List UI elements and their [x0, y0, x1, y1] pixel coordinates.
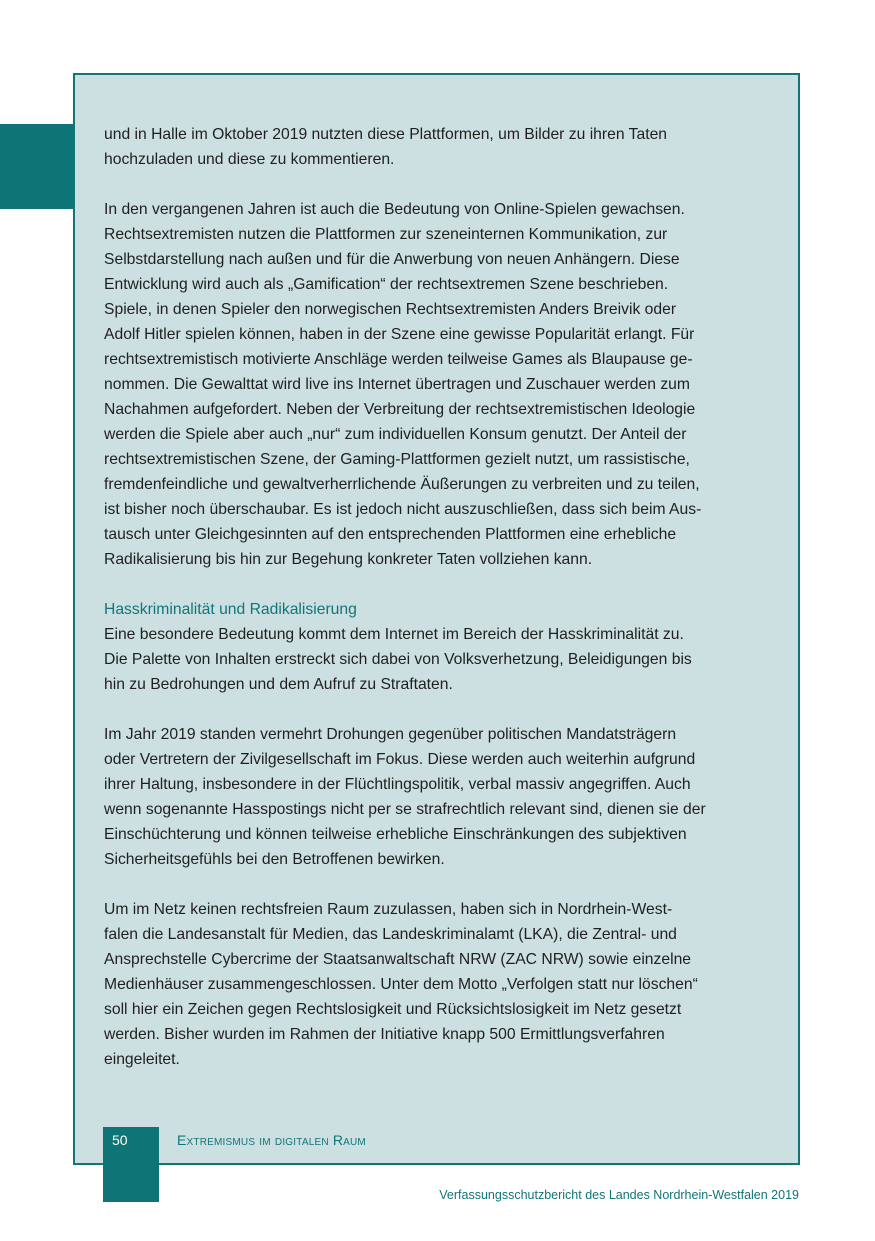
page-number: 50: [112, 1132, 128, 1148]
side-color-tab: [0, 124, 74, 209]
paragraph-online-games: In den vergangenen Jahren ist auch die Bedeutung von Online-Spielen gewachsen. Rechtsextremisten nutzen die Plattformen zur szeneinternen Kommunikation, zur Selbstdarstellung nach außen und für die Anwerbung von neuen Anhängern. Diese Entwicklung wird auch als „Gamification“ der rechtsextremen Szene beschrieben. Spiele, in denen Spieler den norwegischen Rechtsextremisten Anders Breivik oder Adolf Hitler spielen können, haben in der Szene eine gewisse Popularität erlangt. Für rechtsextremistisch motivierte Anschläge werden teilweise Games als Blaupause ge- nommen. Die Gewalttat wird live ins Internet übertragen und Zuschauer werden zum Nachahmen aufgefordert. Neben der Verbreitung der rechtsextremistischen Ideologie werden die Spiele aber auch „nur“ zum individuellen Konsum genutzt. Der Anteil der rechtsextremistischen Szene, der Gaming-Plattformen gezielt nutzt, um rassistische, fremdenfeindliche und gewaltverherrlichende Äußerungen zu verbreiten und zu teilen, ist bisher noch überschaubar. Es ist jedoch nicht auszuschließen, dass sich beim Aus- tausch unter Gleichgesinnten auf den entsprechenden Plattformen eine erhebliche Radikalisierung bis hin zur Begehung konkreter Taten vollziehen kann.: [104, 201, 702, 568]
paragraph-threats-2019: Im Jahr 2019 standen vermehrt Drohungen gegenüber politischen Mandatsträgern oder Vertretern der Zivilgesellschaft im Fokus. Diese werden auch weiterhin aufgrund ihrer Haltung, insbesondere in der Flüchtlingspolitik, verbal massiv angegriffen. Auch wenn sogenannte Hasspostings nicht per se strafrechtlich relevant sind, dienen sie der Einschüchterung und können teilweise erhebliche Einschränkungen des subjektiven Sicherheitsgefühls bei den Betroffenen bewirken.: [104, 726, 706, 868]
paragraph-hate-crime: Eine besondere Bedeutung kommt dem Internet im Bereich der Hasskriminalität zu. Die Palette von Inhalten erstreckt sich dabei von Volksverhetzung, Beleidigungen bis hin zu Bedrohungen und dem Aufruf zu Straftaten.: [104, 626, 692, 693]
paragraph-halle-platforms: und in Halle im Oktober 2019 nutzten diese Plattformen, um Bilder zu ihren Taten hochzuladen und diese zu kommentieren.: [104, 126, 668, 168]
paragraph-initiative-nrw: Um im Netz keinen rechtsfreien Raum zuzulassen, haben sich in Nordrhein-West- falen die Landesanstalt für Medien, das Landeskriminalamt (LKA), die Zentral- und Ansprechstelle Cybercrime der Staatsanwaltschaft NRW (ZAC NRW) sowie einzelne Medienhäuser zusammengeschlossen. Unter dem Motto „Verfolgen statt nur löschen“ soll hier ein Zeichen gegen Rechtslosigkeit und Rücksichtslosigkeit im Netz gesetzt werden. Bisher wurden im Rahmen der Initiative knapp 500 Ermittlungsverfahren eingeleitet.: [104, 901, 698, 1068]
running-section-title: Extremismus im digitalen Raum: [177, 1132, 366, 1148]
section-heading: Hasskriminalität und Radikalisierung: [104, 601, 357, 618]
publication-footer: Verfassungsschutzbericht des Landes Nordrhein-Westfalen 2019: [439, 1188, 799, 1202]
article-body: [104, 122, 774, 1097]
